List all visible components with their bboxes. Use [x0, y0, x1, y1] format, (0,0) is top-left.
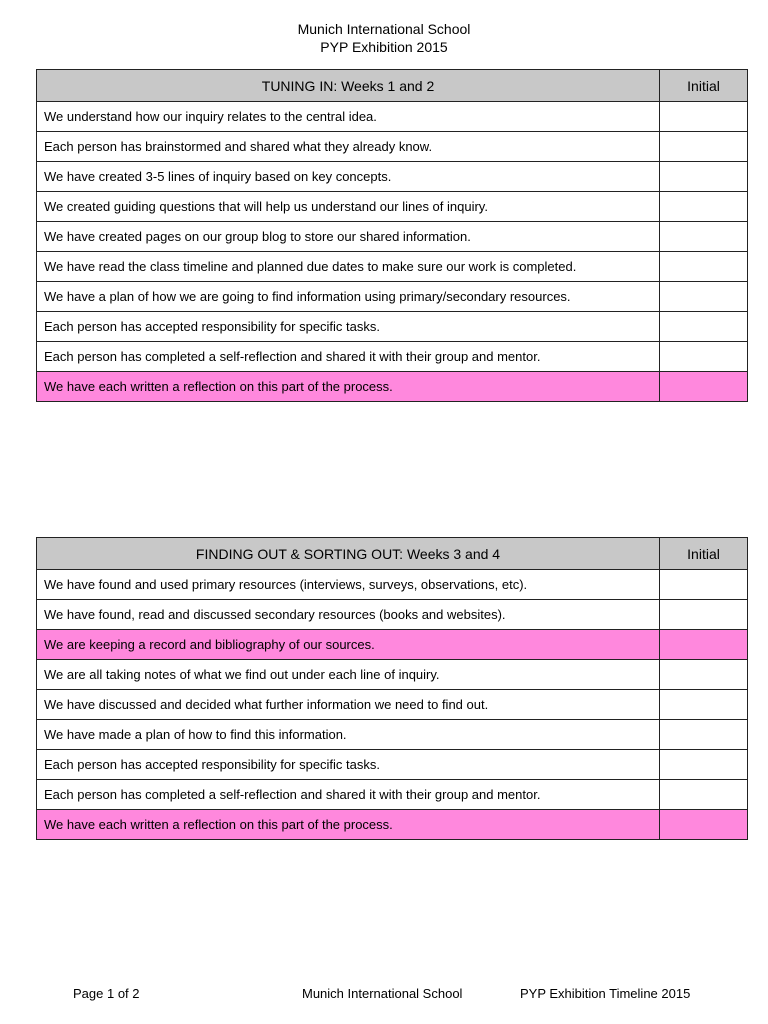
checklist-row — [37, 600, 748, 630]
table-header-row — [37, 538, 748, 570]
initial-cell[interactable] — [660, 372, 748, 402]
checklist-row — [37, 750, 748, 780]
checklist-row — [37, 132, 748, 162]
initial-cell[interactable] — [660, 630, 748, 660]
initial-cell[interactable] — [660, 750, 748, 780]
checklist-row — [37, 660, 748, 690]
checklist-row — [37, 162, 748, 192]
checklist-row — [37, 720, 748, 750]
initial-cell[interactable] — [660, 342, 748, 372]
checklist-item-text: We created guiding questions that will help us understand our lines of inquiry. — [37, 192, 660, 222]
checklist-item-text: We are all taking notes of what we find out under each line of inquiry. — [37, 660, 660, 690]
checklist-row — [37, 372, 748, 402]
finding-out-checklist — [36, 537, 748, 840]
initial-cell[interactable] — [660, 570, 748, 600]
initial-cell[interactable] — [660, 252, 748, 282]
checklist-item-text: We have made a plan of how to find this information. — [37, 720, 660, 750]
checklist-item-text: We have a plan of how we are going to find information using primary/secondary resources. — [37, 282, 660, 312]
checklist-row — [37, 102, 748, 132]
checklist-item-text: We have each written a reflection on this part of the process. — [37, 810, 660, 840]
footer-document-title: PYP Exhibition Timeline 2015 — [520, 986, 691, 1001]
checklist-row — [37, 312, 748, 342]
checklist-item-text: We understand how our inquiry relates to the central idea. — [37, 102, 660, 132]
footer-school-name: Munich International School — [302, 986, 463, 1001]
checklist-item-text: We have each written a reflection on this part of the process. — [37, 372, 660, 402]
checklist-row — [37, 222, 748, 252]
checklist-row — [37, 780, 748, 810]
checklist-item-text: We have found, read and discussed secondary resources (books and websites). — [37, 600, 660, 630]
checklist-item-text: Each person has brainstormed and shared what they already know. — [37, 132, 660, 162]
tuning-in-checklist — [36, 69, 748, 402]
checklist-item-text: We are keeping a record and bibliography of our sources. — [37, 630, 660, 660]
initial-column-header: Initial — [660, 70, 748, 102]
initial-cell[interactable] — [660, 660, 748, 690]
checklist-body — [37, 102, 748, 402]
table-header-row — [37, 70, 748, 102]
checklist-item-text: We have discussed and decided what further information we need to find out. — [37, 690, 660, 720]
school-name: Munich International School — [297, 21, 471, 37]
checklist-row — [37, 252, 748, 282]
checklist-row — [37, 810, 748, 840]
section-title: FINDING OUT & SORTING OUT: Weeks 3 and 4 — [37, 538, 660, 570]
section-title: TUNING IN: Weeks 1 and 2 — [37, 70, 660, 102]
checklist-row — [37, 690, 748, 720]
checklist-item-text: Each person has completed a self-reflection and shared it with their group and mentor. — [37, 780, 660, 810]
checklist-row — [37, 282, 748, 312]
footer-page-number: Page 1 of 2 — [73, 986, 140, 1001]
initial-column-header: Initial — [660, 538, 748, 570]
checklist-body — [37, 570, 748, 840]
checklist-item-text: We have read the class timeline and planned due dates to make sure our work is completed. — [37, 252, 660, 282]
initial-cell[interactable] — [660, 132, 748, 162]
initial-cell[interactable] — [660, 192, 748, 222]
initial-cell[interactable] — [660, 780, 748, 810]
checklist-row — [37, 342, 748, 372]
initial-cell[interactable] — [660, 282, 748, 312]
initial-cell[interactable] — [660, 222, 748, 252]
document-header — [0, 20, 768, 56]
initial-cell[interactable] — [660, 102, 748, 132]
initial-cell[interactable] — [660, 810, 748, 840]
checklist-item-text: We have created pages on our group blog to store our shared information. — [37, 222, 660, 252]
checklist-row — [37, 630, 748, 660]
initial-cell[interactable] — [660, 720, 748, 750]
initial-cell[interactable] — [660, 312, 748, 342]
checklist-row — [37, 570, 748, 600]
checklist-row — [37, 192, 748, 222]
document-subtitle: PYP Exhibition 2015 — [320, 39, 448, 55]
checklist-item-text: Each person has accepted responsibility for specific tasks. — [37, 750, 660, 780]
initial-cell[interactable] — [660, 690, 748, 720]
initial-cell[interactable] — [660, 162, 748, 192]
checklist-item-text: Each person has accepted responsibility for specific tasks. — [37, 312, 660, 342]
checklist-item-text: Each person has completed a self-reflection and shared it with their group and mentor. — [37, 342, 660, 372]
checklist-item-text: We have created 3-5 lines of inquiry based on key concepts. — [37, 162, 660, 192]
initial-cell[interactable] — [660, 600, 748, 630]
checklist-item-text: We have found and used primary resources (interviews, surveys, observations, etc). — [37, 570, 660, 600]
